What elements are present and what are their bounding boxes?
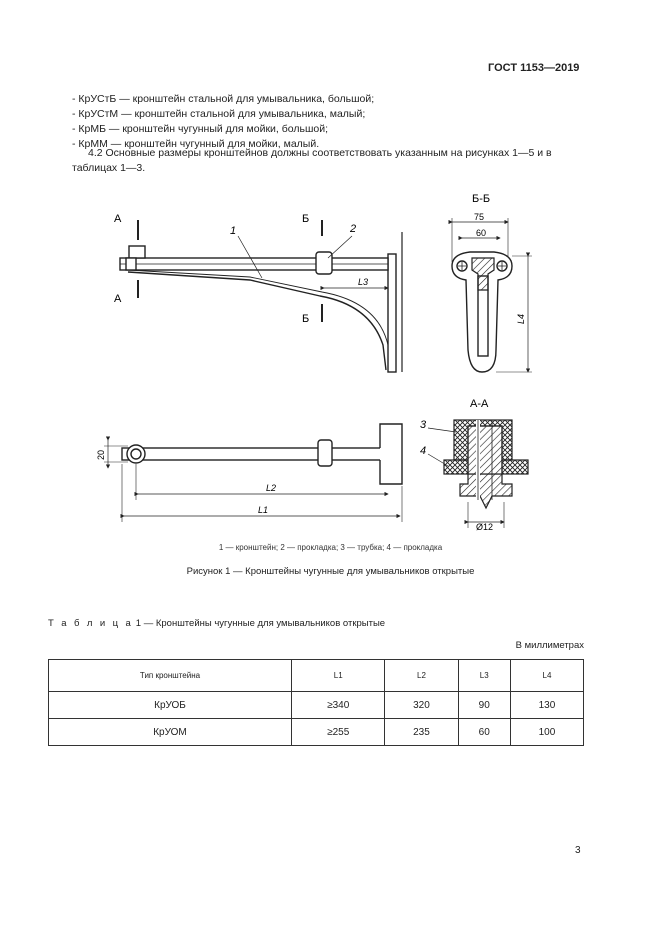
document-number: ГОСТ 1153—2019 [488, 62, 580, 74]
list-item: - КрМБ — кронштейн чугунный для мойки, большой; [72, 123, 329, 135]
table-header-row [49, 660, 584, 692]
dim-12: Ø12 [476, 522, 494, 532]
cell-l3: 60 [458, 719, 510, 746]
section-aa-title: А-А [470, 398, 489, 410]
cell-l1: ≥340 [292, 692, 385, 719]
figure-caption: Рисунок 1 — Кронштейны чугунные для умывальников открытые [186, 566, 475, 577]
label-l3: L3 [358, 277, 369, 287]
table-caption-text: 1 — Кронштейны чугунные для умывальников открытые [135, 618, 386, 629]
gasket-2 [316, 252, 332, 274]
list-item: - КрУСтМ — кронштейн стальной для умывальника, малый; [72, 108, 366, 120]
table-caption-prefix: Т а б л и ц а [48, 618, 134, 629]
callout-4: 4 [420, 445, 427, 457]
cell-l2: 235 [385, 719, 458, 746]
dim-60: 60 [476, 228, 487, 238]
table-caption [48, 618, 385, 629]
section-bb-view [452, 218, 532, 372]
wall-plate [388, 254, 396, 372]
dim-75: 75 [474, 212, 485, 222]
cell-type: КрУОМ [49, 719, 292, 746]
page-number: 3 [575, 845, 581, 856]
list-item: - КрУСтБ — кронштейн стальной для умывальника, большой; [72, 93, 375, 105]
cell-l4: 130 [510, 692, 583, 719]
section-b-label-top: Б [302, 213, 310, 225]
cell-l3: 90 [458, 692, 510, 719]
callout-1: 1 [230, 225, 237, 237]
label-l4: L4 [516, 313, 526, 324]
header-l3: L3 [458, 660, 510, 692]
table-row [49, 692, 584, 719]
cell-type: КрУОБ [49, 692, 292, 719]
plan-view [104, 424, 402, 522]
dimensions-table [48, 659, 584, 746]
callout-3: 3 [420, 419, 427, 431]
table-row [49, 719, 584, 746]
label-l2: L2 [266, 483, 277, 493]
section-aa-view [428, 420, 528, 528]
side-view [120, 220, 402, 372]
header-l2: L2 [385, 660, 458, 692]
cell-l4: 100 [510, 719, 583, 746]
cell-l2: 320 [385, 692, 458, 719]
dim-20: 20 [96, 449, 106, 460]
plan-arm [122, 448, 388, 460]
callout-2: 2 [350, 223, 357, 235]
label-l1: L1 [258, 505, 269, 515]
paragraph-4-2: 4.2 Основные размеры кронштейнов должны соответствовать указанным на рисунках 1—5 и в таблицах 1—3. [72, 147, 552, 174]
header-type: Тип кронштейна [49, 660, 292, 692]
section-b-label-bottom: Б [302, 313, 310, 325]
section-bb-title: Б-Б [472, 193, 491, 205]
cell-l1: ≥255 [292, 719, 385, 746]
figure-legend: 1 — кронштейн; 2 — прокладка; 3 — трубка; 4 — прокладка [218, 543, 443, 552]
list-item: - КрММ — кронштейн чугунный для мойки, малый. [72, 138, 320, 150]
header-l4: L4 [510, 660, 583, 692]
section-a-label-bottom: А [114, 293, 122, 305]
section-a-label-top: А [114, 213, 122, 225]
header-l1: L1 [292, 660, 385, 692]
table-units: В миллиметрах [515, 640, 584, 651]
